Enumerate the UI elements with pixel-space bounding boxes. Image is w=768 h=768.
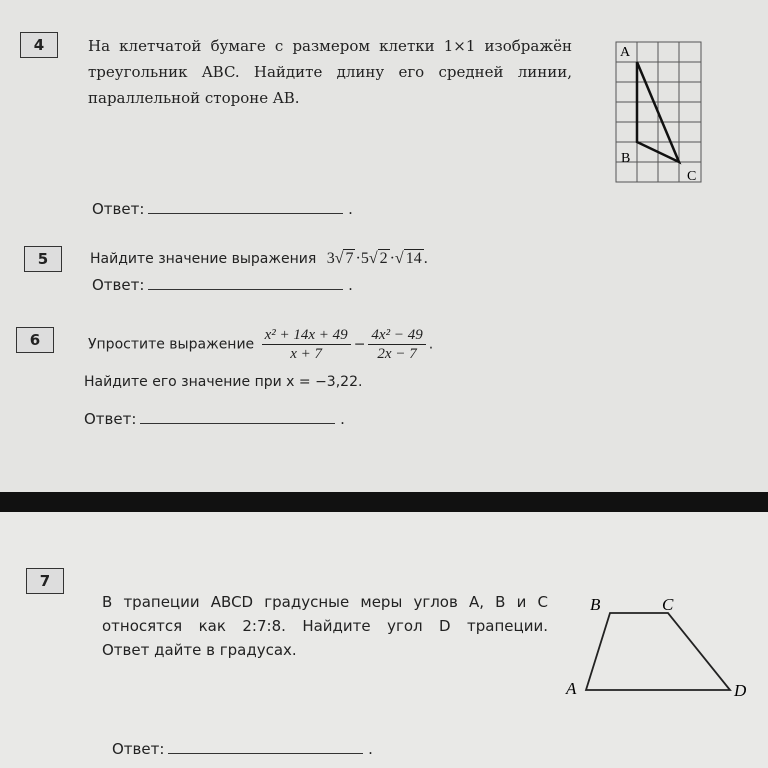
answer-blank-line[interactable] (140, 423, 335, 424)
problem-6-text-row: Упростите выражение $\frac{\text{x² + 14x + 49}}{x + 7}$ − $\frac{\text{4x² − 49}}{2x - 7}$ . (88, 327, 434, 362)
answer-blank-line[interactable] (148, 289, 343, 290)
fraction-1 (262, 326, 351, 363)
worksheet-page-bottom (0, 512, 768, 768)
problem-7-line-3: Ответ дайте в градусах. (102, 641, 297, 659)
problem-6-line-2: Найдите его значение при x = −3,22. (84, 374, 363, 390)
coef-2: 5 (360, 250, 369, 267)
answer-label: Ответ: (112, 740, 165, 758)
problem-6-number: 6 (16, 327, 54, 353)
vertex-label-a: A (566, 679, 577, 698)
radicand-1: 7 (345, 250, 354, 267)
problem-4-number: 4 (20, 32, 58, 58)
answer-label: Ответ: (84, 410, 137, 428)
radicand-3: 14 (405, 250, 422, 267)
problem-5-number: 5 (24, 246, 62, 272)
problem-4-grid-figure (612, 38, 706, 186)
vertex-label-d: D (734, 681, 747, 700)
vertex-label-b: B (621, 151, 631, 166)
coef-1: 3 (326, 250, 335, 267)
problem-5-expression: 3√ 7 ·5√ 2 ·√ 14 . (326, 250, 428, 267)
problem-7-line-2: относятся как 2:7:8. Найдите угол D трапеции. (102, 617, 548, 635)
fraction-2-denominator: 2x − 7 (377, 346, 417, 362)
problem-4-line-2: треугольник ABC. Найдите длину его средней линии, (88, 63, 572, 81)
vertex-label-b: B (590, 595, 601, 614)
problem-6-text: Упростите выражение (88, 336, 255, 353)
answer-blank-line[interactable] (148, 213, 343, 214)
vertex-label-c: C (662, 595, 674, 614)
fraction-2 (368, 326, 425, 363)
problem-7-trapezoid-figure (560, 592, 760, 712)
vertex-label-a: A (620, 45, 631, 60)
answer-label: Ответ: (92, 200, 145, 218)
fraction-2-numerator: 4x² − 49 (368, 326, 425, 345)
problem-4-line-3: параллельной стороне AB. (88, 89, 300, 107)
problem-4-line-1: На клетчатой бумаге с размером клетки 1×1 изображён (88, 37, 572, 55)
vertex-label-c: C (687, 169, 697, 184)
trapezoid-abcd (586, 613, 730, 690)
problem-5-text: Найдите значение выражения (90, 251, 317, 267)
problem-5-answer: Ответ: . (92, 276, 353, 294)
radicand-2: 2 (379, 250, 388, 267)
problem-7-answer: Ответ: . (112, 740, 373, 758)
problem-6-answer: Ответ: . (84, 410, 345, 428)
answer-label: Ответ: (92, 276, 145, 294)
problem-4-answer: Ответ: . (92, 200, 353, 218)
problem-7-line-1: В трапеции ABCD градусные меры углов A, B и C (102, 593, 548, 611)
fraction-1-denominator: x + 7 (290, 346, 323, 362)
problem-5-text-row (90, 248, 428, 270)
problem-7-number: 7 (26, 568, 64, 594)
answer-blank-line[interactable] (168, 753, 363, 754)
fraction-1-numerator: x² + 14x + 49 (262, 326, 351, 345)
